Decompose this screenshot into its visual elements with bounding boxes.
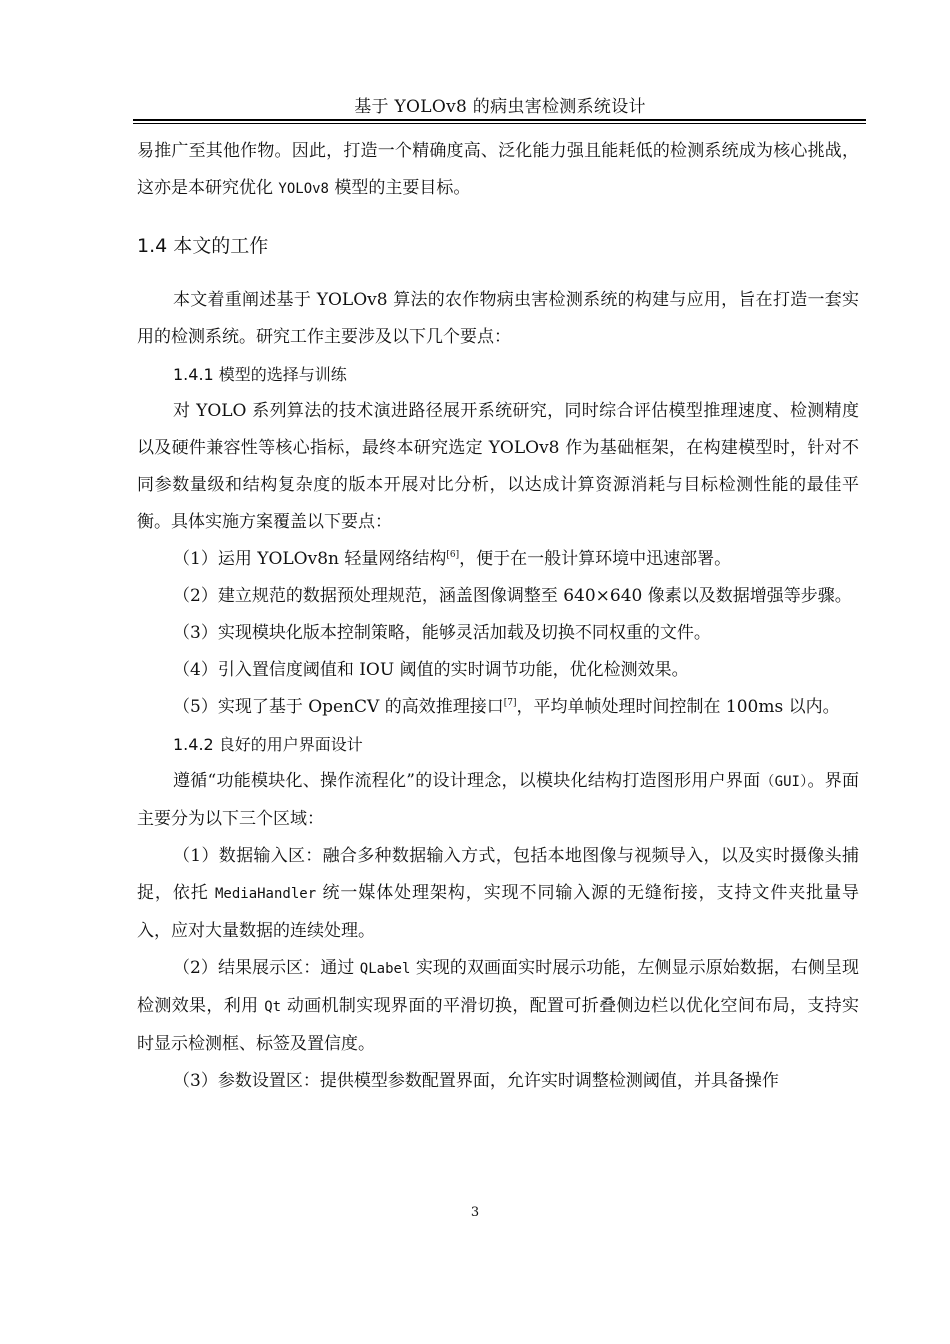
header-rule-thin bbox=[133, 123, 866, 124]
text-run: （2）结果展示区：通过 bbox=[173, 958, 360, 978]
list-item-5 bbox=[137, 689, 859, 726]
code-term: YOLOv8 bbox=[278, 181, 329, 197]
text-run: （1）数据输入区：融合多种数据输入方式，包括本地图像与视频导入，以及实时摄像头捕捉，依托 bbox=[137, 846, 859, 903]
code-term: （GUI） bbox=[760, 774, 808, 790]
page-number: 3 bbox=[470, 1205, 480, 1220]
text-run: 易推广至其他作物。因此，打造一个精确度高、泛化能力强且能耗低的检测系统成为核心挑战，这亦是本研究优化 bbox=[137, 141, 859, 198]
page-body bbox=[137, 133, 859, 1100]
paragraph-model-selection: 对 YOLO 系列算法的技术演进路径展开系统研究，同时综合评估模型推理速度、检测精度以及硬件兼容性等核心指标，最终本研究选定 YOLOv8 作为基础框架，在构建模型时，针对不同参数量级和结构复杂度的版本开展对比分析，以达成计算资源消耗与目标检测性能的最佳平衡。具体实施方案覆盖以下要点： bbox=[137, 401, 859, 532]
text-run: （5）实现了基于 OpenCV 的高效推理接口 bbox=[173, 697, 504, 717]
paragraph-continuation bbox=[137, 133, 859, 208]
citation-ref: [7] bbox=[503, 698, 517, 708]
text-run: 统一媒体处理架构，实现不同输入源的无缝衔接，支持文件夹批量导入，应对大量数据的连续处理。 bbox=[137, 883, 859, 941]
gui-item-2 bbox=[137, 950, 859, 1063]
gui-item-3: （3）参数设置区：提供模型参数配置界面，允许实时调整检测阈值，并具备操作 bbox=[173, 1071, 779, 1091]
text-run: 。界面主要分为以下三个区域： bbox=[137, 771, 859, 829]
paragraph-gui-design bbox=[137, 763, 859, 838]
text-run: 实现的双画面实时展示功能，左侧显示原始数据，右侧呈现检测效果，利用 bbox=[137, 958, 859, 1016]
code-term: MediaHandler bbox=[214, 886, 317, 902]
subsection-heading-1-4-1: 1.4.1 模型的选择与训练 bbox=[173, 365, 347, 384]
citation-ref: [6] bbox=[446, 550, 460, 560]
section-heading-1-4: 1.4 本文的工作 bbox=[137, 235, 269, 257]
text-run: （1）运用 YOLOv8n 轻量网络结构 bbox=[173, 549, 447, 569]
list-item-3: （3）实现模块化版本控制策略，能够灵活加载及切换不同权重的文件。 bbox=[173, 623, 711, 643]
list-item-4: （4）引入置信度阈值和 IOU 阈值的实时调节功能，优化检测效果。 bbox=[173, 660, 689, 680]
list-item-2: （2）建立规范的数据预处理规范，涵盖图像调整至 640×640 像素以及数据增强等步骤。 bbox=[173, 586, 852, 606]
paragraph-intro: 本文着重阐述基于 YOLOv8 算法的农作物病虫害检测系统的构建与应用，旨在打造一套实用的检测系统。研究工作主要涉及以下几个要点： bbox=[137, 290, 859, 347]
header-rule-thick bbox=[133, 119, 866, 121]
text-run: 模型的主要目标。 bbox=[328, 178, 471, 198]
text-run: 遵循“功能模块化、操作流程化”的设计理念，以模块化结构打造图形用户界面 bbox=[173, 771, 761, 791]
text-run: ，平均单帧处理时间控制在 100ms 以内。 bbox=[516, 697, 840, 717]
subsection-heading-1-4-2: 1.4.2 良好的用户界面设计 bbox=[173, 735, 363, 754]
text-run: ，便于在一般计算环境中迅速部署。 bbox=[459, 549, 732, 569]
code-term: QLabel bbox=[359, 961, 411, 977]
gui-item-1 bbox=[137, 838, 859, 950]
list-item-1 bbox=[137, 541, 859, 578]
code-term: Qt bbox=[264, 999, 282, 1015]
running-header: 基于 YOLOv8 的病虫害检测系统设计 bbox=[354, 97, 646, 117]
text-run: 动画机制实现界面的平滑切换，配置可折叠侧边栏以优化空间布局，支持实时显示检测框、标签及置信度。 bbox=[137, 996, 859, 1054]
